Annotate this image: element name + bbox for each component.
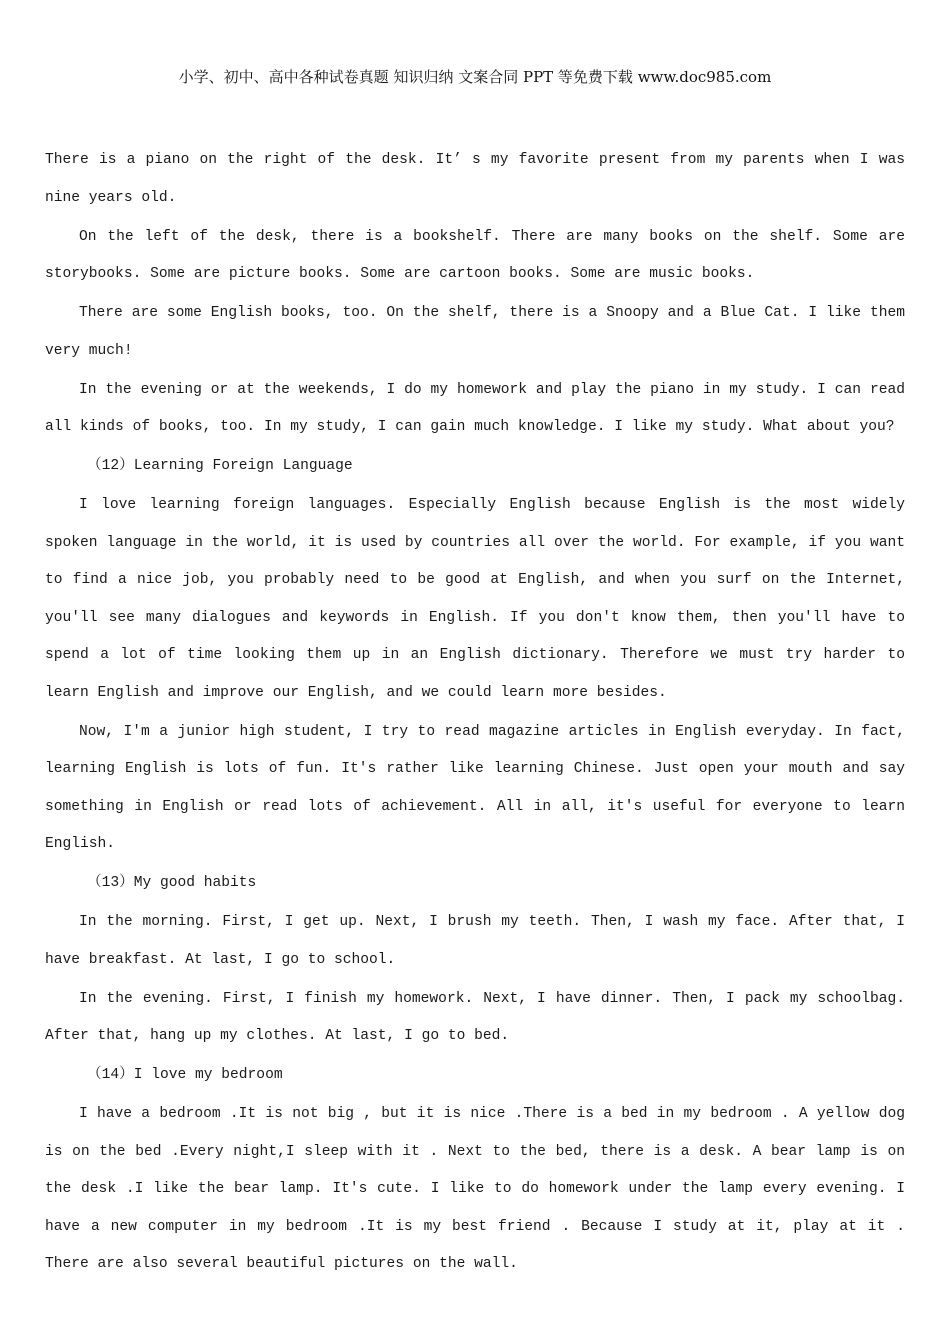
- paragraph-bedroom: I have a bedroom .It is not big , but it is nice .There is a bed in my bedroom . A yellow dog is on the bed .Every night,I sleep with it . Next to the bed, there is a desk. A bear lamp is on the desk .I like the bear lamp. It's cute. I like to do homework under the lamp every evening. I have a new computer in my bedroom .It is my best friend . Because I study at it, play at it . There are also several beautiful pictures on the wall.: [45, 1106, 905, 1272]
- paragraph-study: In the evening or at the weekends, I do my homework and play the piano in my study. I can read all kinds of books, too. In my study, I can gain much knowledge. I like my study. What about you?: [45, 381, 905, 435]
- paragraph-piano: There is a piano on the right of the desk. It’ s my favorite present from my parents when I was nine years old.: [45, 152, 905, 206]
- page-header-banner: 小学、初中、高中各种试卷真题 知识归纳 文案合同 PPT 等免费下载 www.doc985.com: [178, 68, 772, 86]
- section-heading-13: （13）My good habits: [87, 875, 257, 891]
- document-body: [45, 142, 905, 1285]
- section-heading-12: （12）Learning Foreign Language: [87, 458, 353, 474]
- paragraph-morning-habits: In the morning. First, I get up. Next, I brush my teeth. Then, I wash my face. After that, I have breakfast. At last, I go to school.: [45, 914, 905, 968]
- paragraph-evening-habits: In the evening. First, I finish my homework. Next, I have dinner. Then, I pack my schoolbag. After that, hang up my clothes. At last, I go to bed.: [45, 990, 905, 1044]
- paragraph-foreign-languages: I love learning foreign languages. Especially English because English is the most widely spoken language in the world, it is used by countries all over the world. For example, if you want to find a nice job, you probably need to be good at English, and when you surf on the Internet, you'll see many dialogues and keywords in English. If you don't know them, then you'll have to spend a lot of time looking them up in an English dictionary. Therefore we must try harder to learn English and improve our English, and we could learn more besides.: [45, 497, 905, 701]
- paragraph-bookshelf: On the left of the desk, there is a bookshelf. There are many books on the shelf. Some are storybooks. Some are picture books. Some are cartoon books. Some are music books.: [45, 228, 905, 282]
- paragraph-junior-high: Now, I'm a junior high student, I try to read magazine articles in English everyday. In fact, learning English is lots of fun. It's rather like learning Chinese. Just open your mouth and say something in English or read lots of achievement. All in all, it's useful for everyone to learn English.: [45, 723, 905, 852]
- section-heading-14: （14）I love my bedroom: [87, 1067, 283, 1083]
- paragraph-english-books: There are some English books, too. On the shelf, there is a Snoopy and a Blue Cat. I like them very much!: [45, 305, 905, 359]
